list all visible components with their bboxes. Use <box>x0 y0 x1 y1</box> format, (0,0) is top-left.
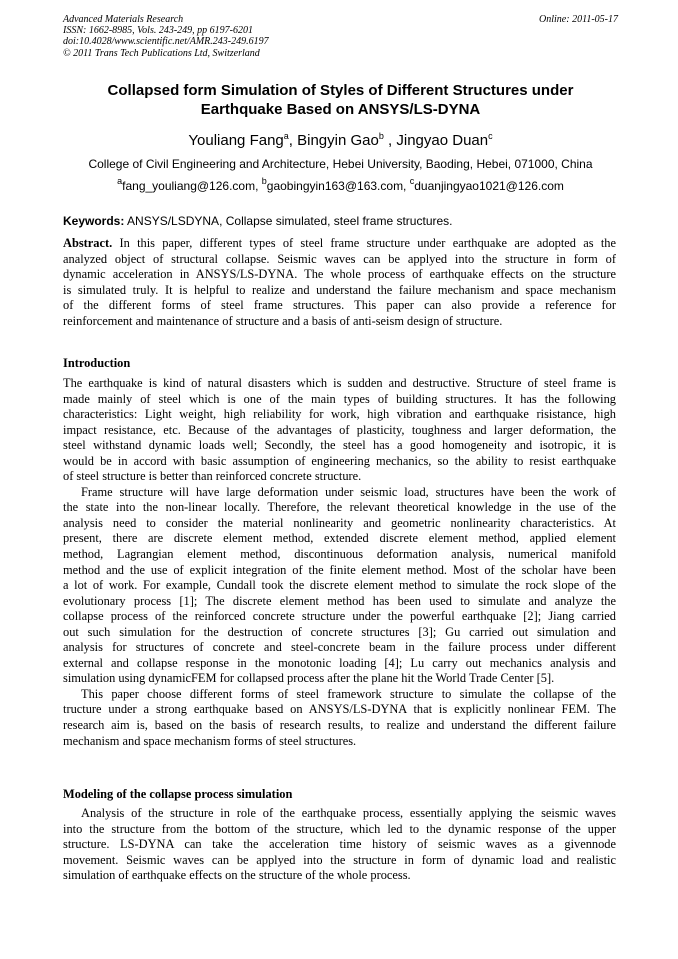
email-sup: b <box>261 176 267 186</box>
text-line: present, there are discrete element method, extended discrete element method, applied element <box>63 531 616 546</box>
email-address[interactable]: duanjingyao1021@126.com <box>414 179 564 193</box>
email-sup: c <box>409 176 415 186</box>
email-sup: a <box>117 176 123 186</box>
text-line: made mainly of steel which is one of the main types of building structures. It has the following <box>63 391 616 406</box>
abstract-label: Abstract. <box>63 236 113 250</box>
abstract-line: is simulated truly. It is helpful to realize and understand the failure mechanism and space mechanism <box>63 282 616 297</box>
abstract-line: analyzed object of structural collapse. Seismic waves can be applyed into the structure in form of <box>63 251 616 266</box>
affiliation: College of Civil Engineering and Architecture, Hebei University, Baoding, Hebei, 071000, China <box>88 157 593 171</box>
text-line: analysis for structures of concrete and steel-concrete beam in the failure process under different <box>63 640 616 655</box>
text-line: Analysis of the structure in role of the earthquake process, essentially applying the seismic waves <box>81 806 616 820</box>
author-name: Bingyin Gao <box>297 132 379 149</box>
title-line-1: Collapsed form Simulation of Styles of Different Structures under <box>107 82 574 99</box>
paper-title <box>63 81 618 119</box>
journal-name: Advanced Materials Research <box>63 14 184 25</box>
text-line: impact resistance, etc. Because of the advantages of plasticity, toughness and larger deformation, the <box>63 422 616 437</box>
introduction-heading: Introduction <box>63 356 131 370</box>
text-line: into the structure from the bottom of the structure, which led to the dynamic response of the upper <box>63 821 616 836</box>
text-line: The earthquake is kind of natural disasters which is sudden and destructive. Structure of steel frame is <box>63 376 616 390</box>
keywords-label: Keywords: <box>63 214 125 228</box>
author-sup: b <box>378 131 384 141</box>
author-separator: , <box>383 132 397 149</box>
author-separator: , <box>288 132 298 149</box>
paragraph <box>63 687 616 749</box>
copyright-line: © 2011 Trans Tech Publications Ltd, Switzerland <box>63 47 260 59</box>
text-line: of steel structure is better than reinforced concrete structure. <box>63 469 362 484</box>
paragraph <box>63 806 616 884</box>
text-line: mechanism and space mechanism forms of steel structures. <box>63 733 357 748</box>
author-name: Jingyao Duan <box>396 132 489 149</box>
email-address[interactable]: gaobingyin163@163.com, <box>266 179 407 193</box>
keywords <box>63 213 618 229</box>
text-line: This paper choose different forms of steel framework structure to simulate the collapse of the <box>81 686 616 701</box>
abstract-line: of the different forms of steel frame structures. This paper can also provide a reference for <box>63 298 616 313</box>
email-list <box>63 178 618 194</box>
author-name: Youliang Fang <box>188 132 284 149</box>
modeling-heading: Modeling of the collapse process simulation <box>63 787 293 801</box>
keywords-text: ANSYS/LSDYNA, Collapse simulated, steel frame structures. <box>127 214 453 228</box>
text-line: external and collapse response in the monotonic loading [4]; Lu carry out mechanics analysis and <box>63 655 616 670</box>
text-line: out such simulation for the destruction of concrete structures [3]; Gu carried out simulation and <box>63 624 616 639</box>
journal-header <box>63 14 618 59</box>
text-line: a lot of work. For example, Cundall took the discrete element method to simulate the rock slope of the <box>63 578 616 593</box>
abstract-text: In this paper, different types of steel frame structure under earthquake are adopted as the <box>112 236 616 250</box>
text-line: simulation of earthquake effects on the structure of the whole process. <box>63 868 411 883</box>
text-line: method and the use of explicit integration of the finite element method. Most of the scholar have been <box>63 562 616 577</box>
text-line: research aim is, based on the basis of research results, to realize and understand the different failure <box>63 718 616 733</box>
text-line: simulation using dynamicFEM for collapsed process after the plane hit the World Trade Center [5]. <box>63 671 555 686</box>
introduction-body <box>63 376 616 749</box>
text-line: Frame structure will have large deformation under seismic load, structures have been the work of <box>81 484 616 499</box>
abstract-line: reinforcement and maintenance of structure and a basis of anti-seism design of structure. <box>63 313 503 328</box>
issn-line: ISSN: 1662-8985, Vols. 243-249, pp 6197-6201 <box>63 25 253 37</box>
author-sup: c <box>488 131 493 141</box>
modeling-body <box>63 806 616 884</box>
text-line: steel withstand dynamic loads well; Secondly, the steel has a good homogeneity and isotropic, it is <box>63 438 616 453</box>
paragraph <box>63 485 616 687</box>
email-address[interactable]: fang_youliang@126.com, <box>122 179 259 193</box>
author-sup: a <box>283 131 289 141</box>
text-line: the state into the non-linear locally. Therefore, the relevant theoretical knowledge in the use of the <box>63 500 616 515</box>
text-line: tructure under a strong earthquake based on ANSYS/LS-DYNA that is explicitly nonlinear FEM. The <box>63 702 616 717</box>
abstract-line: dynamic acceleration in ANSYS/LS-DYNA. The whole process of earthquake effects on the structure <box>63 267 616 282</box>
text-line: analysis need to consider the material nonlinearity and geometric nonlinearity characteristics. At <box>63 515 616 530</box>
text-line: evolutionary process [1]; The discrete element method has been used to simulate and analyze the <box>63 593 616 608</box>
author-list <box>63 131 618 150</box>
title-line-2: Earthquake Based on ANSYS/LS-DYNA <box>200 101 481 118</box>
paragraph <box>63 376 616 485</box>
online-date: Online: 2011-05-17 <box>539 14 618 25</box>
text-line: method, Lagrangian element method, discontinuous deformation analysis, numerical manifold <box>63 547 616 562</box>
text-line: would be in accord with basic assumption of engineering mechanics, so the ability to resist earthquake <box>63 453 616 468</box>
abstract-line <box>63 236 616 252</box>
text-line: movement. Seismic waves can be applyed into the structure in form of dynamic load and realistic <box>63 852 616 867</box>
text-line: characteristics: Light weight, high reliability for work, high vibration and earthquake risistance, high <box>63 407 616 422</box>
text-line: collapse process of the reinforced concrete structure under the powerful earthquake [2]; Jiang carried <box>63 609 616 624</box>
abstract <box>63 236 616 329</box>
doi-line: doi:10.4028/www.scientific.net/AMR.243-249.6197 <box>63 36 269 48</box>
text-line: structure. LS-DYNA can take the acceleration time history of seismic waves as a givennode <box>63 837 616 852</box>
